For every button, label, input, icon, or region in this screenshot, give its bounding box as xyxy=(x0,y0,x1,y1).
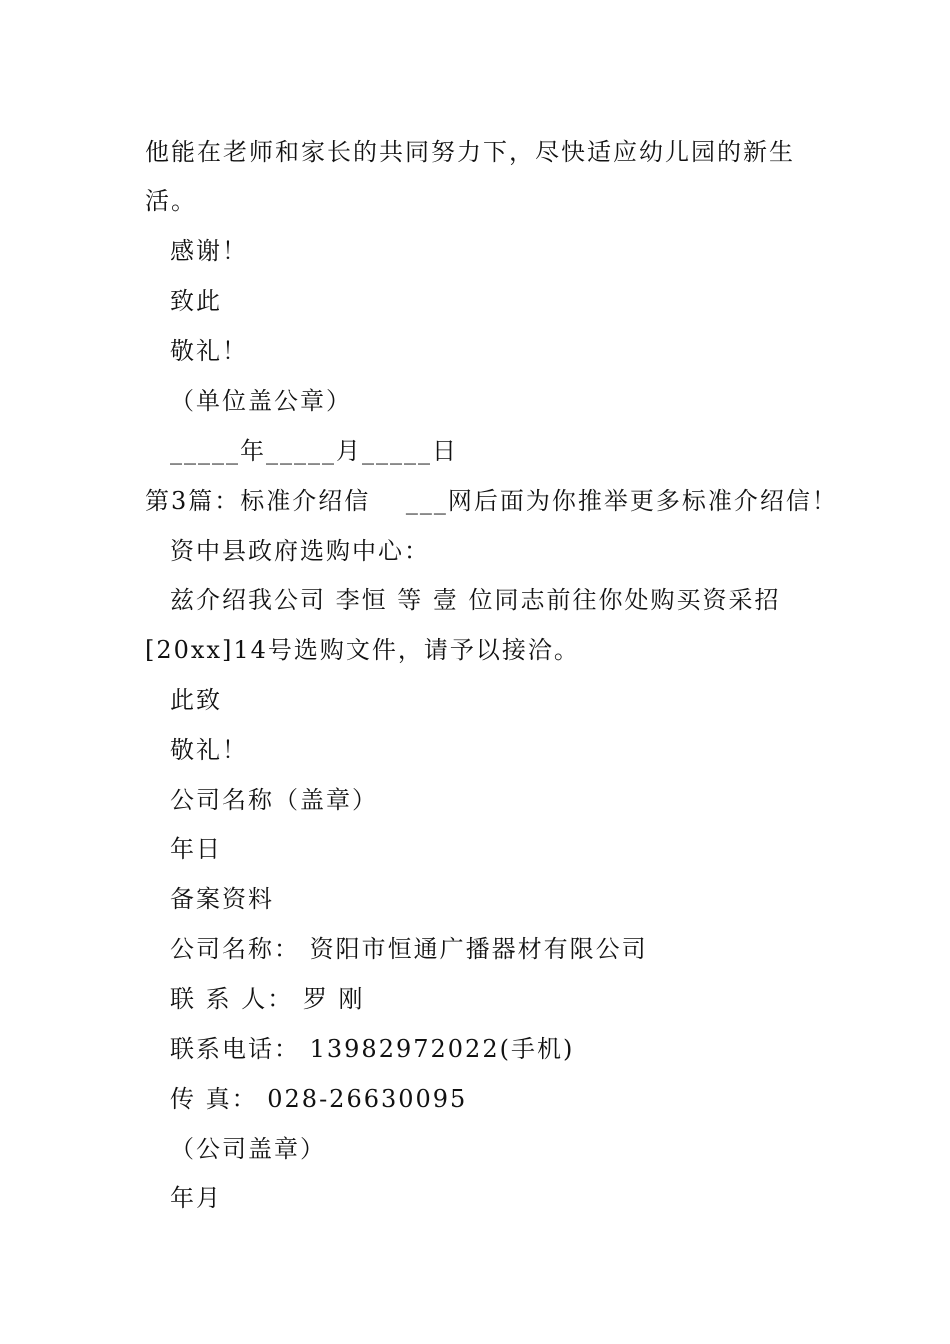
fax-line: 传 真： 028-26630095 xyxy=(170,1085,468,1113)
closing-line: 此致 xyxy=(170,686,222,714)
contact-person-line: 联 系 人： 罗 刚 xyxy=(170,985,365,1013)
body-line: [20xx]14号选购文件，请予以接洽。 xyxy=(145,636,580,664)
date-blank-line: _____年_____月_____日 xyxy=(170,437,458,465)
closing-line: 致此 xyxy=(170,287,222,315)
body-line: 兹介绍我公司 李恒 等 壹 位同志前往你处购买资采招 xyxy=(170,586,781,614)
phone-line: 联系电话： 13982972022(手机) xyxy=(170,1035,575,1063)
salutation-line: 敬礼！ xyxy=(170,736,248,764)
company-name-line: 公司名称： 资阳市恒通广播器材有限公司 xyxy=(170,935,648,963)
company-seal-note: （公司盖章） xyxy=(170,1135,326,1163)
date-line: 年月 xyxy=(170,1184,222,1212)
record-heading: 备案资料 xyxy=(170,885,274,913)
salutation-line: 敬礼！ xyxy=(170,337,248,365)
section-heading: 第3篇：标准介绍信 ___网后面为你推举更多标准介绍信！ xyxy=(145,487,838,515)
recipient-line: 资中县政府选购中心： xyxy=(170,537,430,565)
date-line: 年日 xyxy=(170,835,222,863)
seal-note: （单位盖公章） xyxy=(170,387,352,415)
paragraph-line: 他能在老师和家长的共同努力下，尽快适应幼儿园的新生 xyxy=(145,138,795,166)
company-seal-line: 公司名称（盖章） xyxy=(170,786,378,814)
thanks-line: 感谢！ xyxy=(170,237,248,265)
paragraph-line: 活。 xyxy=(145,187,197,215)
